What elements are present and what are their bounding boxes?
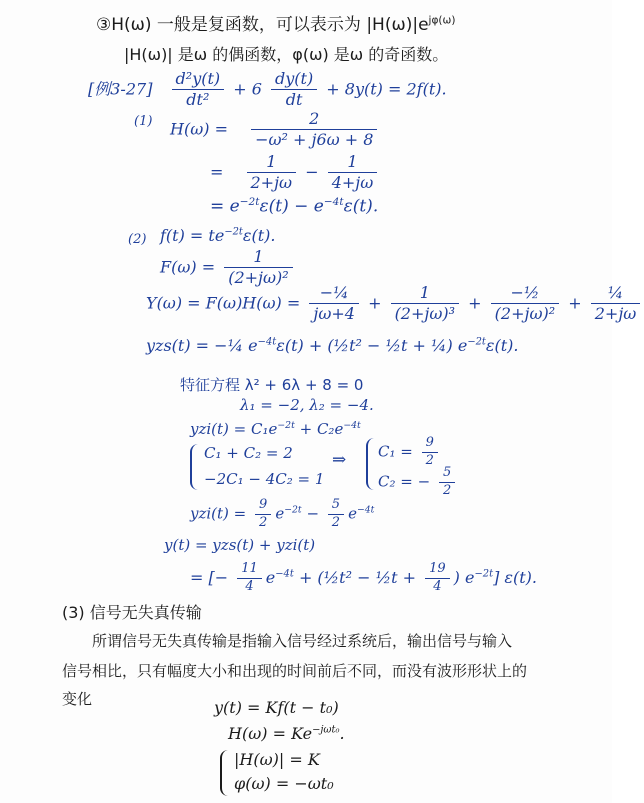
distortionless-eq-1-text: y(t) = Kf(t − t₀)	[214, 698, 339, 717]
implies-arrow	[332, 450, 346, 470]
c2-den: 2	[442, 482, 452, 498]
h-impulse-response	[210, 196, 378, 217]
h-definition	[170, 110, 381, 150]
system-eq-2-text: −2C₁ − 4C₂ = 1	[204, 470, 325, 488]
system-eq-2	[204, 470, 324, 488]
h-frac-2-den: 4+jω	[331, 173, 374, 193]
header-line-1-sup: jφ(ω)	[428, 14, 456, 27]
F-transform	[160, 248, 297, 288]
f-definition	[160, 226, 276, 245]
yzi-res-frac-1	[255, 498, 271, 531]
part3-heading-text: (3) 信号无失真传输	[62, 603, 202, 622]
Y-lhs: Y(ω) = F(ω)H(ω) =	[146, 293, 301, 313]
part1-label-text: (1)	[134, 114, 153, 129]
part2-label-text: (2)	[128, 232, 147, 247]
yzi-res-n2: 5	[328, 498, 344, 515]
y-final-s2: −2t	[474, 568, 494, 580]
header-line-1-text: ③H(ω) 一般是复函数，可以表示为 |H(ω)|e	[96, 15, 429, 35]
yzs-sup-1: −4t	[257, 336, 277, 348]
c1-num: 9	[422, 436, 438, 453]
system-eq-1-text: C₁ + C₂ = 2	[204, 444, 293, 462]
part3-paragraph-3	[62, 688, 92, 709]
y-final-n1: 11	[237, 562, 262, 579]
solution-c2	[378, 466, 459, 499]
solution-brace	[366, 438, 378, 490]
Y-term-1	[309, 284, 359, 324]
d2y-num: d²y(t)	[172, 70, 225, 90]
characteristic-roots	[240, 396, 374, 414]
h-frac-2	[328, 153, 378, 193]
h-fraction	[251, 110, 377, 150]
h-eq2: = e	[210, 196, 240, 217]
example-equation	[88, 70, 447, 110]
distortionless-eq-3-text: |H(ω)| = K	[234, 750, 320, 769]
Y-plus-2: +	[468, 293, 482, 313]
yzi-form: yzi(t) = C₁e	[190, 420, 278, 438]
f-end: ε(t).	[242, 226, 276, 245]
h-end: ε(t).	[343, 196, 379, 217]
yzi-res-frac-2	[328, 498, 344, 531]
yzi-res-lhs: yzi(t) =	[190, 504, 247, 523]
distortionless-eq-2-sup: −jωt₀	[312, 724, 340, 736]
system-eq-1	[204, 444, 293, 462]
part2-label	[128, 232, 146, 247]
yzi-res-d1: 2	[259, 514, 268, 530]
plus-six: + 6	[233, 79, 262, 99]
Y-term-1-num: −¼	[309, 284, 359, 304]
Y-term-2-num: 1	[391, 284, 460, 304]
Y-term-4	[591, 284, 641, 324]
header-line-1	[96, 10, 455, 35]
part3-heading	[62, 600, 202, 623]
h-partial-fractions	[210, 153, 381, 193]
c2-num: 5	[439, 466, 455, 483]
y-final-n2: 19	[425, 562, 450, 579]
y-final-s1: −4t	[275, 568, 294, 580]
y-final-frac-1	[237, 562, 262, 595]
Y-term-4-num: ¼	[591, 284, 641, 304]
yzs-lhs: yzs(t) = −¼ e	[146, 336, 258, 355]
h-mid: ε(t) − e	[259, 196, 324, 217]
h-frac-1-num: 1	[247, 153, 297, 173]
h-frac-1	[247, 153, 297, 193]
dy-fraction	[271, 70, 317, 110]
implies-text: ⇒	[332, 450, 347, 470]
yzi-res-n1: 9	[255, 498, 271, 515]
Y-term-3-den: (2+jω)²	[494, 304, 556, 324]
part3-p1-text: 所谓信号无失真传输是指输入信号经过系统后，输出信号与输入	[92, 632, 513, 650]
yzi-res-s2: −4t	[356, 504, 375, 516]
Y-term-2	[391, 284, 460, 324]
yzi-res-s1: −2t	[284, 504, 302, 516]
c2-label: C₂ = −	[378, 472, 431, 491]
dy-den: dt	[285, 90, 303, 110]
distortionless-brace	[220, 750, 232, 796]
d2y-den: dt²	[186, 90, 210, 110]
F-fraction	[224, 248, 293, 288]
Y-term-4-den: 2+jω	[594, 304, 637, 324]
Y-term-3-num: −½	[491, 284, 560, 304]
h-eq1: =	[210, 162, 224, 182]
header-line-2	[124, 42, 448, 65]
system-brace-left	[190, 444, 202, 490]
d2y-fraction	[172, 70, 225, 110]
c1-label: C₁ =	[378, 442, 413, 461]
characteristic-equation	[180, 374, 363, 395]
y-final-e: ] ε(t).	[493, 567, 537, 587]
yzi-res-d2: 2	[331, 514, 341, 530]
distortionless-eq-2-end: .	[339, 724, 345, 743]
y-final-d1: 4	[245, 578, 254, 594]
yzi-mid: + C₂e	[294, 420, 344, 438]
Y-term-3	[491, 284, 560, 324]
h-exp2: −4t	[323, 196, 344, 208]
roots-text: λ₁ = −2, λ₂ = −4.	[240, 396, 374, 414]
c1-den: 2	[425, 452, 434, 468]
yzi-general-form	[190, 420, 361, 438]
y-sum-text: y(t) = yzs(t) + yzi(t)	[164, 536, 316, 554]
yzi-sup-2: −4t	[343, 420, 361, 431]
distortionless-eq-3	[234, 750, 320, 769]
part3-p3-text: 变化	[62, 690, 93, 708]
Y-term-2-den: (2+jω)³	[394, 304, 456, 324]
h-exp1: −2t	[239, 196, 260, 208]
F-num: 1	[224, 248, 293, 268]
yzs-sup-2: −2t	[467, 336, 486, 348]
h-frac-2-num: 1	[328, 153, 378, 173]
c1-fraction	[422, 436, 438, 469]
Y-plus-3: +	[568, 293, 582, 313]
yzi-sup-1: −2t	[277, 420, 295, 431]
part3-paragraph-1	[92, 630, 512, 651]
c2-fraction	[439, 466, 455, 499]
F-lhs: F(ω) =	[160, 257, 216, 277]
y-final-b: e	[265, 567, 276, 587]
solution-c1	[378, 436, 442, 469]
Y-plus-1: +	[368, 293, 382, 313]
yzi-res-e2: e	[348, 504, 357, 523]
f-def: f(t) = te	[160, 226, 225, 245]
distortionless-eq-4	[234, 774, 334, 793]
F-den: (2+jω)²	[228, 268, 289, 288]
f-sup: −2t	[224, 226, 243, 238]
part1-label	[134, 114, 152, 129]
Y-term-1-den: jω+4	[313, 304, 355, 324]
y-final-frac-2	[425, 562, 450, 595]
y-final-a: = [−	[190, 567, 229, 587]
dy-num: dy(t)	[271, 70, 317, 90]
yzs-end: ε(t).	[485, 336, 519, 355]
distortionless-eq-1	[214, 698, 339, 717]
part3-p2-text: 信号相比，只有幅度大小和出现的时间前后不同，而没有波形形状上的	[62, 662, 528, 680]
y-final	[190, 562, 537, 595]
char-eq-text: 特征方程 λ² + 6λ + 8 = 0	[180, 376, 364, 394]
h-num: 2	[251, 110, 377, 130]
h-den: −ω² + j6ω + 8	[255, 130, 374, 150]
h-frac-1-den: 2+jω	[250, 173, 293, 193]
h-minus: −	[305, 162, 319, 182]
example-label: [例3-27]	[88, 79, 153, 99]
y-final-c: + (½t² − ½t +	[298, 567, 417, 587]
distortionless-eq-2-a: H(ω) = Ke	[228, 724, 313, 743]
equation-rest: + 8y(t) = 2f(t).	[326, 79, 447, 99]
distortionless-eq-2	[228, 724, 345, 743]
yzs-result	[146, 336, 519, 355]
Y-expansion	[146, 284, 644, 324]
y-final-d2: 4	[433, 578, 442, 594]
y-sum	[164, 536, 315, 554]
yzi-res-minus: −	[306, 504, 320, 523]
y-final-d: ) e	[453, 567, 475, 587]
header-line-2-text: |H(ω)| 是ω 的偶函数，φ(ω) 是ω 的奇函数。	[124, 45, 449, 64]
yzs-mid: ε(t) + (½t² − ½t + ¼) e	[276, 336, 468, 355]
part3-paragraph-2	[62, 660, 527, 681]
yzi-result	[190, 498, 374, 531]
yzi-res-e1: e	[275, 504, 285, 523]
distortionless-eq-4-text: φ(ω) = −ωt₀	[234, 774, 334, 793]
h-lhs: H(ω) =	[170, 119, 228, 139]
